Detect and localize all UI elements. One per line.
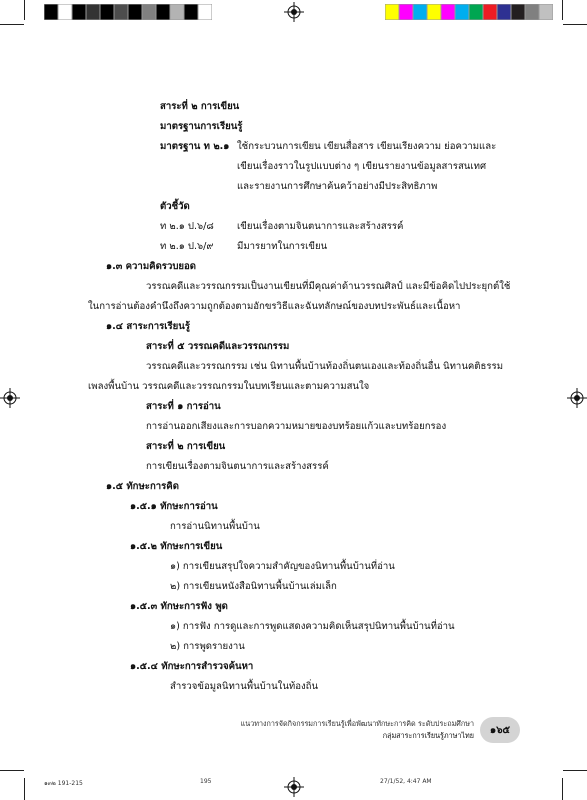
color-swatch (72, 4, 86, 20)
subheading: สาระที่ ๒ การเขียน (146, 441, 226, 452)
indicator-text: มีมารยาทในการเขียน (237, 241, 328, 252)
color-swatch (525, 4, 539, 20)
color-swatch (198, 4, 212, 20)
section-heading: สาระที่ ๒ การเขียน (160, 101, 240, 112)
crop-mark (0, 770, 24, 771)
subheading: ตัวชี้วัด (160, 201, 190, 212)
standard-text: เขียนเรื่องราวในรูปแบบต่าง ๆ เขียนรายงานข้อมูลสารสนเทศ (237, 161, 487, 172)
registration-mark-icon (0, 388, 20, 408)
subheading: สาระที่ ๑ การอ่าน (146, 401, 221, 412)
color-swatch (128, 4, 142, 20)
page-number: ๑๖๕ (489, 724, 511, 736)
indicator-text: เขียนเรื่องตามจินตนาการและสร้างสรรค์ (237, 221, 404, 232)
crop-mark (0, 24, 24, 25)
slug-timestamp: 27/1/52, 4:47 AM (380, 778, 432, 785)
indicator-code: ท ๒.๑ ป.๖/๘ (160, 221, 214, 232)
registration-mark-icon (284, 777, 304, 797)
slug-file: ๑๓๒ 191-215 (44, 780, 83, 787)
paragraph: การอ่านนิทานพื้นบ้าน (170, 521, 260, 532)
color-swatch (539, 4, 553, 20)
list-item: ๒) การเขียนหนังสือนิทานพื้นบ้านเล่มเล็ก (170, 581, 337, 592)
crop-mark (24, 0, 25, 20)
paragraph: เพลงพื้นบ้าน วรรณคดีและวรรณกรรมในบทเรียนและตามความสนใจ (88, 381, 370, 392)
color-swatch (114, 4, 128, 20)
standard-text: และรายงานการศึกษาค้นคว้าอย่างมีประสิทธิภาพ (237, 181, 438, 192)
paragraph: ในการอ่านต้องคำนึงถึงความถูกต้องตามอักขรวิธีและฉันทลักษณ์ของบทประพันธ์และเนื้อหา (88, 301, 461, 312)
color-swatch (156, 4, 170, 20)
subheading: ๑.๕.๑ ทักษะการอ่าน (130, 501, 218, 512)
color-swatch (399, 4, 413, 20)
crop-mark (562, 0, 563, 20)
slug-page: 195 (200, 778, 212, 785)
crop-mark (562, 778, 563, 800)
crop-mark (563, 24, 587, 25)
color-swatch (511, 4, 525, 20)
crop-mark (563, 770, 587, 771)
subheading: ๑.๕.๓ ทักษะการฟัง พูด (130, 601, 228, 612)
color-swatch (427, 4, 441, 20)
color-swatch (86, 4, 100, 20)
list-item: ๑) การเขียนสรุปใจความสำคัญของนิทานพื้นบ้านที่อ่าน (170, 561, 395, 572)
paragraph: วรรณคดีและวรรณกรรม เช่น นิทานพื้นบ้านท้องถิ่นตนเองและท้องถิ่นอื่น นิทานคติธรรม (146, 361, 504, 372)
color-swatch (385, 4, 399, 20)
crop-mark (24, 778, 25, 800)
color-swatch (483, 4, 497, 20)
color-swatch (184, 4, 198, 20)
color-swatch (100, 4, 114, 20)
standard-label: มาตรฐาน ท ๒.๑ (160, 141, 230, 152)
registration-mark-icon (284, 2, 304, 22)
standard-text: ใช้กระบวนการเขียน เขียนสื่อสาร เขียนเรียงความ ย่อความและ (237, 141, 497, 152)
subheading: ๑.๕.๒ ทักษะการเขียน (130, 541, 223, 552)
grayscale-color-bar (44, 4, 212, 20)
color-swatch (469, 4, 483, 20)
footer-book-title: แนวทางการจัดกิจกรรมการเรียนรู้เพื่อพัฒนาทักษะการคิด ระดับประถมศึกษา (240, 719, 474, 728)
color-swatch (455, 4, 469, 20)
paragraph: การเขียนเรื่องตามจินตนาการและสร้างสรรค์ (146, 461, 329, 472)
color-swatch (413, 4, 427, 20)
subheading: สาระที่ ๕ วรรณคดีและวรรณกรรม (146, 341, 290, 352)
subheading: มาตรฐานการเรียนรู้ (160, 121, 243, 132)
registration-mark-icon (567, 388, 587, 408)
list-item: ๒) การพูดรายงาน (170, 641, 245, 652)
paragraph: วรรณคดีและวรรณกรรมเป็นงานเขียนที่มีคุณค่าด้านวรรณศิลป์ และมีข้อคิดไปประยุกต์ใช้ (146, 281, 511, 292)
section-heading: ๑.๓ ความคิดรวบยอด (106, 261, 197, 272)
footer-subject: กลุ่มสาระการเรียนรู้ภาษาไทย (382, 731, 474, 740)
color-swatch (441, 4, 455, 20)
color-swatch (170, 4, 184, 20)
indicator-code: ท ๒.๑ ป.๖/๙ (160, 241, 214, 252)
color-swatch (497, 4, 511, 20)
section-heading: ๑.๔ สาระการเรียนรู้ (106, 321, 190, 332)
color-swatch (142, 4, 156, 20)
list-item: ๑) การฟัง การดูและการพูดแสดงความคิดเห็นสรุปนิทานพื้นบ้านที่อ่าน (170, 621, 455, 632)
cmyk-color-bar (385, 4, 553, 20)
paragraph: สำรวจข้อมูลนิทานพื้นบ้านในท้องถิ่น (170, 681, 319, 692)
page-number-badge (480, 717, 520, 743)
color-swatch (58, 4, 72, 20)
section-heading: ๑.๕ ทักษะการคิด (106, 481, 179, 492)
subheading: ๑.๕.๔ ทักษะการสำรวจค้นหา (130, 661, 254, 672)
color-swatch (44, 4, 58, 20)
paragraph: การอ่านออกเสียงและการบอกความหมายของบทร้อยแก้วและบทร้อยกรอง (146, 421, 447, 432)
